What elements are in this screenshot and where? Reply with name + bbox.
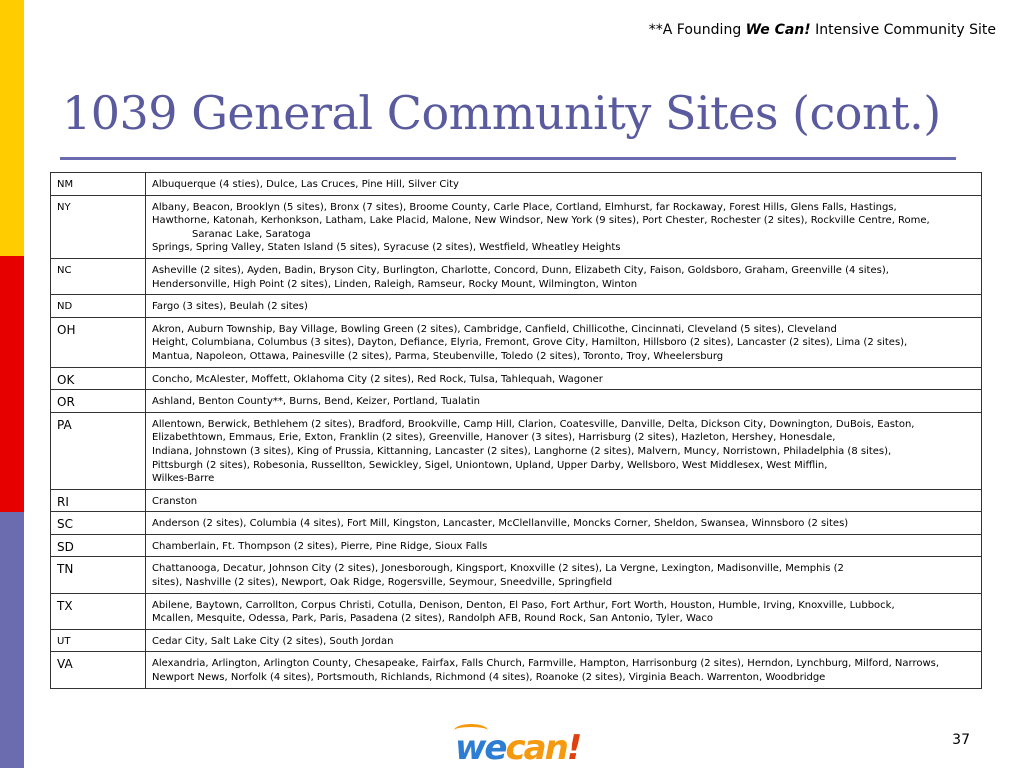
table-row xyxy=(51,593,982,629)
founding-site-note xyxy=(649,22,996,38)
state-cell xyxy=(51,534,146,557)
sites-cell xyxy=(146,652,982,688)
sites-line: Mcallen, Mesquite, Odessa, Park, Paris, Pasadena (2 sites), Randolph AFB, Round Rock, San Antonio, Tyler, Waco xyxy=(152,613,713,625)
sites-line: Cranston xyxy=(152,495,198,507)
sites-cell xyxy=(146,557,982,593)
state-code: RI xyxy=(57,494,69,509)
state-cell xyxy=(51,195,146,258)
state-cell xyxy=(51,412,146,489)
logo-bang: ! xyxy=(566,728,581,768)
state-cell xyxy=(51,629,146,652)
state-cell xyxy=(51,489,146,512)
sites-cell xyxy=(146,593,982,629)
state-cell xyxy=(51,593,146,629)
state-code: TN xyxy=(57,562,74,577)
sites-cell xyxy=(146,512,982,535)
state-code: NY xyxy=(57,201,71,213)
sites-line: Ashland, Benton County**, Burns, Bend, Keizer, Portland, Tualatin xyxy=(152,396,480,408)
page-number: 37 xyxy=(952,732,970,748)
sites-line: Concho, McAlester, Moffett, Oklahoma City (2 sites), Red Rock, Tulsa, Tahlequah, Wagoner xyxy=(152,373,603,385)
sites-line: Abilene, Baytown, Carrollton, Corpus Christi, Cotulla, Denison, Denton, El Paso, Fort Arthur, Fort Worth, Houston, Humble, Irving, Knoxville, Lubbock, xyxy=(152,599,895,611)
sites-line: Asheville (2 sites), Ayden, Badin, Bryson City, Burlington, Charlotte, Concord, Dunn, Elizabeth City, Faison, Goldsboro, Graham, Greenville (4 sites), xyxy=(152,264,889,276)
slide-title: 1039 General Community Sites (cont.) xyxy=(62,86,941,140)
sites-cell xyxy=(146,489,982,512)
state-code: OR xyxy=(57,395,75,410)
state-code: SC xyxy=(57,517,73,532)
state-cell xyxy=(51,173,146,196)
state-code: VA xyxy=(57,657,73,672)
sites-cell xyxy=(146,412,982,489)
table-row xyxy=(51,512,982,535)
table-row xyxy=(51,489,982,512)
founding-note-prefix: **A Founding xyxy=(648,22,746,38)
sites-cell xyxy=(146,629,982,652)
sites-cell xyxy=(146,367,982,390)
table-row xyxy=(51,534,982,557)
sites-cell xyxy=(146,317,982,367)
table-row xyxy=(51,295,982,318)
sites-line: Elizabethtown, Emmaus, Erie, Exton, Franklin (2 sites), Greenville, Hanover (3 sites), Harrisburg (2 sites), Hazleton, Hershey, Honesdale, xyxy=(152,432,836,444)
sites-line: Newport News, Norfolk (4 sites), Portsmouth, Richlands, Richmond (4 sites), Roanoke (2 sites), Virginia Beach. Warrenton, Woodbridge xyxy=(152,672,826,684)
sites-cell xyxy=(146,295,982,318)
community-sites-body xyxy=(51,173,982,689)
table-row xyxy=(51,629,982,652)
sites-line: Mantua, Napoleon, Ottawa, Painesville (2 sites), Parma, Steubenville, Toledo (2 sites), Toronto, Troy, Wheelersburg xyxy=(152,350,724,362)
sites-line: Fargo (3 sites), Beulah (2 sites) xyxy=(152,301,308,313)
table-row xyxy=(51,173,982,196)
sites-cell xyxy=(146,173,982,196)
state-code: TX xyxy=(57,598,73,613)
state-cell xyxy=(51,390,146,413)
state-code: NC xyxy=(57,264,72,276)
sites-line: sites), Nashville (2 sites), Newport, Oak Ridge, Rogersville, Seymour, Sneedville, Springfield xyxy=(152,577,613,589)
state-cell xyxy=(51,317,146,367)
we-can-logo xyxy=(455,728,580,768)
sites-line: Springs, Spring Valley, Staten Island (5 sites), Syracuse (2 sites), Westfield, Wheatley Heights xyxy=(152,242,621,254)
sites-line: Anderson (2 sites), Columbia (4 sites), Fort Mill, Kingston, Lancaster, McClellanville, Moncks Corner, Sheldon, Swansea, Winnsboro (2 sites) xyxy=(152,518,849,530)
sites-line: Albuquerque (4 sties), Dulce, Las Cruces, Pine Hill, Silver City xyxy=(152,179,459,190)
table-row xyxy=(51,258,982,294)
table-row xyxy=(51,317,982,367)
sites-line: Chamberlain, Ft. Thompson (2 sites), Pierre, Pine Ridge, Sioux Falls xyxy=(152,540,488,552)
sites-line: Cedar City, Salt Lake City (2 sites), South Jordan xyxy=(152,635,394,647)
state-code: OK xyxy=(57,372,75,387)
table-row xyxy=(51,557,982,593)
table-row xyxy=(51,390,982,413)
founding-note-suffix: Intensive Community Site xyxy=(810,22,996,38)
side-bar-red xyxy=(0,256,24,512)
state-cell xyxy=(51,295,146,318)
title-divider xyxy=(60,157,956,160)
sites-cell xyxy=(146,534,982,557)
sites-line: Pittsburgh (2 sites), Robesonia, Russellton, Sewickley, Sigel, Uniontown, Upland, Upper Darby, Wellsboro, West Middlesex, West Mifflin, xyxy=(152,459,828,471)
sites-cell xyxy=(146,195,982,258)
state-code: OH xyxy=(57,322,76,337)
state-code: ND xyxy=(57,301,73,313)
state-cell xyxy=(51,557,146,593)
sites-line: Chattanooga, Decatur, Johnson City (2 sites), Jonesborough, Kingsport, Knoxville (2 sites), La Vergne, Lexington, Madisonville, Memphis (2 xyxy=(152,563,844,575)
sites-line: Allentown, Berwick, Bethlehem (2 sites), Bradford, Brookville, Camp Hill, Clarion, Coatesville, Danville, Delta, Dickson City, Downington, DuBois, Easton, xyxy=(152,418,915,430)
sites-line: Height, Columbiana, Columbus (3 sites), Dayton, Defiance, Elyria, Fremont, Grove City, Hamilton, Hillsboro (2 sites), Lancaster (2 sites), Lima (2 sites), xyxy=(152,337,908,349)
table-row xyxy=(51,412,982,489)
sites-cell xyxy=(146,390,982,413)
logo-we: we xyxy=(455,728,506,768)
state-code: NM xyxy=(57,179,74,190)
sites-line: Albany, Beacon, Brooklyn (5 sites), Bronx (7 sites), Broome County, Carle Place, Cortland, Elmhurst, far Rockaway, Forest Hills, Glens Falls, Hastings, xyxy=(152,201,897,213)
table-row xyxy=(51,652,982,688)
state-code: UT xyxy=(57,635,71,647)
sites-line: Indiana, Johnstown (3 sites), King of Prussia, Kittanning, Lancaster (2 sites), Langhorne (2 sites), Malvern, Muncy, Norristown, Philadelphia (8 sites), xyxy=(152,445,892,457)
side-bar-yellow xyxy=(0,0,24,256)
side-bar-purple xyxy=(0,512,24,768)
sites-cell xyxy=(146,258,982,294)
state-code: SD xyxy=(57,539,74,554)
logo-can: can xyxy=(505,728,567,768)
sites-line: Akron, Auburn Township, Bay Village, Bowling Green (2 sites), Cambridge, Canfield, Chillicothe, Cincinnati, Cleveland (5 sites), Cleveland xyxy=(152,323,837,335)
sites-line: Alexandria, Arlington, Arlington County, Chesapeake, Fairfax, Falls Church, Farmville, Hampton, Harrisonburg (2 sites), Herndon, Lynchburg, Milford, Narrows, xyxy=(152,658,940,670)
table-row xyxy=(51,367,982,390)
state-cell xyxy=(51,512,146,535)
table-row xyxy=(51,195,982,258)
sites-line: Hendersonville, High Point (2 sites), Linden, Raleigh, Ramseur, Rocky Mount, Wilmington, Winton xyxy=(152,278,638,290)
founding-note-emphasis: We Can! xyxy=(745,22,811,38)
sites-line: Saranac Lake, Saratoga xyxy=(192,228,311,240)
state-cell xyxy=(51,258,146,294)
state-cell xyxy=(51,367,146,390)
sites-line: Wilkes-Barre xyxy=(152,473,215,485)
sites-line: Hawthorne, Katonah, Kerhonkson, Latham, Lake Placid, Malone, New Windsor, New York (9 sites), Port Chester, Rochester (2 sites), Rockville Centre, Rome, xyxy=(152,215,930,227)
state-code: PA xyxy=(57,417,72,432)
community-sites-table xyxy=(50,172,982,689)
state-cell xyxy=(51,652,146,688)
